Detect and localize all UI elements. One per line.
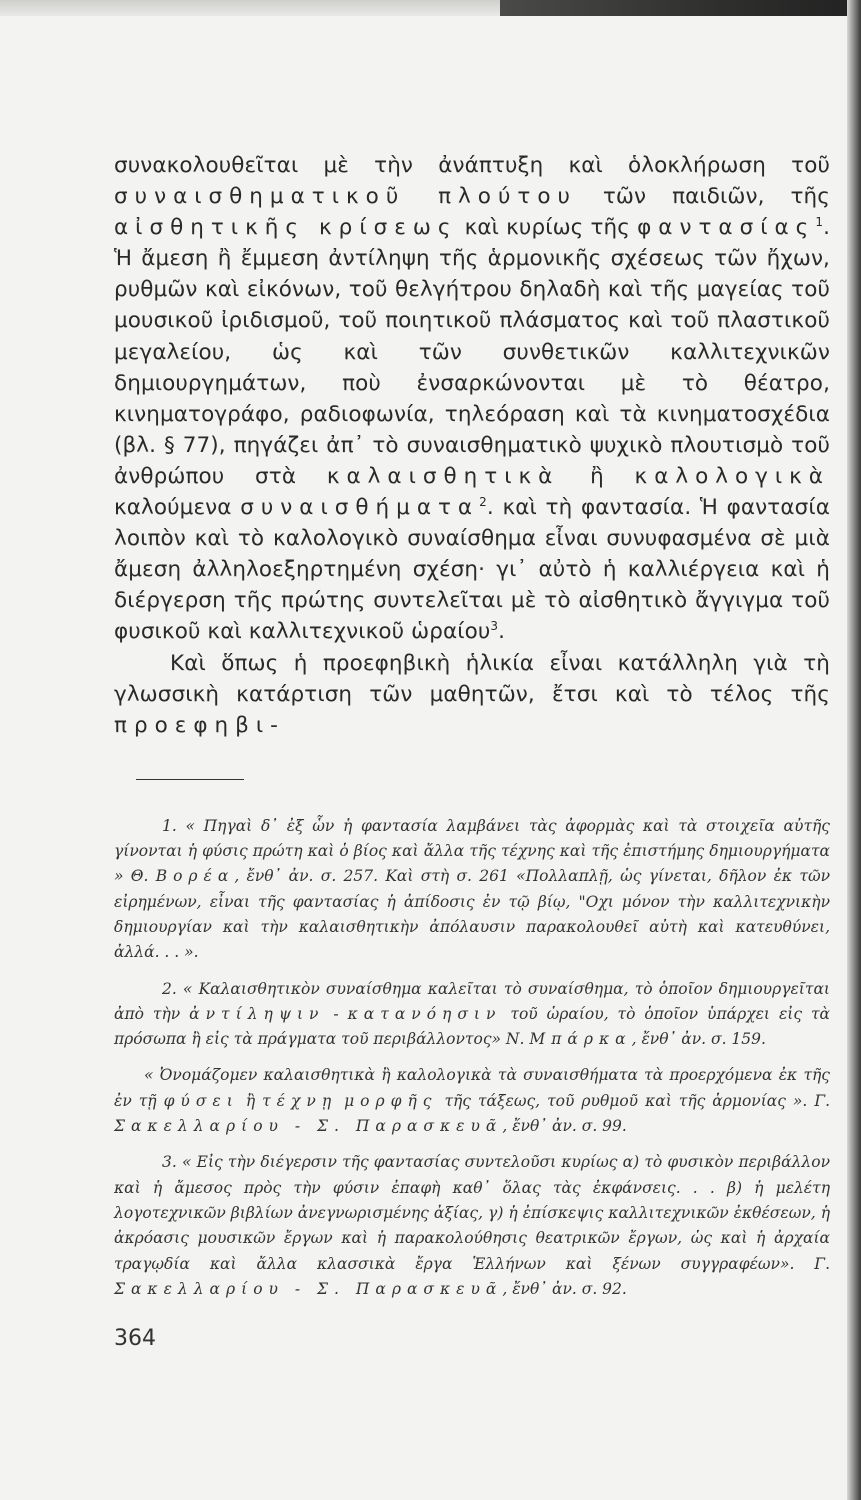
text-run: συνακολουθεῖται μὲ τὴν ἀνάπτυξη καὶ ὁλοκλήρωση τοῦ xyxy=(114,153,830,178)
footnote-3 xyxy=(114,1150,830,1302)
spaced-emphasis: μορφῆς xyxy=(344,1091,438,1110)
scan-edge-right xyxy=(847,0,861,1500)
footnote-2-quote xyxy=(114,1063,830,1139)
spaced-emphasis: τέχνῃ xyxy=(262,1091,338,1110)
text-run: , ἔνθ᾿ ἀν. σ. 92. xyxy=(502,1279,627,1298)
text-run: τῆς τάξεως, τοῦ ρυθμοῦ καὶ τῆς ἁρμονίας ». Γ. xyxy=(437,1091,831,1110)
text-run: , ἔνθ᾿ ἀν. σ. 257. Καὶ στὴ σ. 261 «Πολλαπλῇ, ὡς γίνεται, δῆλον ἐκ τῶν εἰρημένων, εἶναι τῆς φαντασίας ἡ ἀπίδοσις ἐν τῷ βίῳ, "Οχι μόνον τὴν καλλιτεχνικὴν δημιουργίαν καὶ τὴν καλαισθητικὴν ἀπόλαυσιν παρακολουθεῖ αὐτὴ καὶ κατευθύνει, ἀλλά. . . ». xyxy=(114,867,831,962)
footnote-marker: 2 xyxy=(479,495,487,510)
text-run: καλούμενα xyxy=(114,495,241,521)
spaced-emphasis: Μπάρκα xyxy=(529,1030,632,1049)
text-run: 1. « Πηγαὶ δ᾿ ἐξ ὧν ἡ φαντασία λαμβάνει τὰς ἀφορμὰς καὶ τὰ στοιχεῖα αὐτῆς γίνονται ἡ φύσις πρώτη καὶ ὁ βίος καὶ ἄλλα τῆς τέχνης καὶ τῆς ἐπιστήμης δημιουργήματα » Θ. xyxy=(114,816,830,886)
spaced-emphasis: καλολογικὰ xyxy=(634,463,830,489)
text-run: τῶν παιδιῶν, τῆς xyxy=(576,184,830,210)
text-run: τοῦ ὡραίου, τὸ ὁποῖον ὑπάρχει εἰς τὰ πρόσωπα ἢ εἰς τὰ πράγματα τοῦ περιβάλλοντος» Ν. xyxy=(114,1004,831,1049)
scan-edge-top xyxy=(0,0,861,16)
footnote-separator xyxy=(136,779,244,780)
footnote-2 xyxy=(114,977,830,1053)
text-run: ἢ xyxy=(238,1091,263,1110)
spaced-emphasis: φύσει xyxy=(163,1091,239,1110)
text-run: Καὶ ὅπως ἡ προεφηβικὴ ἡλικία εἶναι κατάλληλη γιὰ τὴ γλωσσικὴ κατάρτιση τῶν μαθητῶν, ἔτσι καὶ τὸ τέλος τῆς xyxy=(114,650,830,707)
spaced-emphasis: Βορέα xyxy=(155,867,235,886)
spaced-emphasis: αἰσθητικῆς κρίσεως xyxy=(114,215,458,241)
page-number: 364 xyxy=(114,1326,156,1351)
spaced-emphasis: Σακελλαρίου - Σ. Παρασκευᾶ xyxy=(114,1279,503,1298)
body-paragraph-2 xyxy=(114,648,830,741)
spaced-emphasis: ἀντίληψιν xyxy=(189,1004,325,1023)
text-run: . xyxy=(498,619,506,645)
spaced-emphasis: προεφηβι- xyxy=(114,712,285,738)
text-run: . καὶ τὴ φαντασία. Ἡ φαντασία λοιπὸν καὶ τὸ καλολογικὸ συναίσθημα εἶναι συνυφασμένα σὲ μιὰ ἄμεση ἀλληλοεξηρτημένη σχέση· γι᾿ αὐτὸ ἡ καλλιέργεια καὶ ἡ διέργερση τῆς πρώτης συντελεῖται μὲ τὸ αἰσθητικὸ ἄγγιγμα τοῦ φυσικοῦ καὶ καλλιτεχνικοῦ ὡραίου xyxy=(114,495,830,645)
text-run: « Ὀνομάζομεν καλαισθητικὰ ἢ καλολογικὰ τὰ συναισθήματα τὰ προερχόμενα ἐκ τῆς ἐν τῇ xyxy=(114,1066,830,1110)
spaced-emphasis: συναισθηματικοῦ πλούτου xyxy=(114,184,577,210)
book-page xyxy=(114,150,830,1313)
text-run: καὶ κυρίως τῆς xyxy=(457,215,638,241)
spaced-emphasis: Σακελλαρίου - Σ. Παρασκευᾶ xyxy=(114,1117,503,1136)
footnotes xyxy=(114,814,830,1302)
spaced-emphasis: καλαισθητικὰ xyxy=(326,463,560,489)
footnote-1 xyxy=(114,814,830,966)
spaced-emphasis: συναισθήματα xyxy=(240,495,480,521)
text-run: 3. « Εἰς τὴν διέγερσιν τῆς φαντασίας συντελοῦσι κυρίως α) τὸ φυσικὸν περιβάλλον καὶ ἡ ἄμεσος πρὸς τὴν φύσιν ἐπαφὴ καθ᾿ ὅλας τὰς ἐκφάνσεις. . . β) ἡ μελέτη λογοτεχνικῶν βιβλίων ἀνεγνωρισμένης ἀξίας, γ) ἡ ἐπίσκεψις καλλιτεχνικῶν ἐκθέσεων, ἡ ἀκρόασις μουσικῶν ἔργων καὶ ἡ παρακολούθησις θεατρικῶν ἔργων, ὡς καὶ ἡ ἀρχαία τραγῳδία καὶ ἄλλα κλασσικὰ ἔργα Ἑλλήνων καὶ ξένων συγγραφέων». Γ. xyxy=(114,1153,830,1273)
spaced-emphasis: κατανόησιν xyxy=(347,1004,502,1023)
scan-shadow xyxy=(500,0,861,16)
text-run: 2. « Καλαισθητικὸν συναίσθημα καλεῖται τὸ συναίσθημα, τὸ ὁποῖον δημιουργεῖται ἀπὸ τὴν xyxy=(114,979,830,1023)
text-run: , ἔνθ᾿ ἀν. σ. 99. xyxy=(502,1117,627,1136)
spaced-emphasis: φαντασίας xyxy=(637,215,816,241)
text-run: ἢ xyxy=(559,463,635,489)
text-run: - xyxy=(324,1004,348,1023)
text-run: . Ἡ ἄμεση ἢ ἔμμεση ἀντίληψη τῆς ἁρμονικῆς σχέσεως τῶν ἤχων, ρυθμῶν καὶ εἰκόνων, τοῦ θελγήτρου δηλαδὴ καὶ τῆς μαγείας τοῦ μουσικοῦ ἰριδισμοῦ, τοῦ ποιητικοῦ πλάσματος καὶ τοῦ πλαστικοῦ μεγαλείου, ὡς καὶ τῶν συνθετικῶν καλλιτεχνικῶν δημιουργημάτων, ποὺ ἐνσαρκώνονται μὲ τὸ θέατρο, κινηματογράφο, ραδιοφωνία, τηλεόραση καὶ τὰ κινηματοσχέδια (βλ. § 77), πηγάζει ἀπ᾿ τὸ συναισθηματικὸ ψυχικὸ πλουτισμὸ τοῦ ἀνθρώπου στὰ xyxy=(114,215,830,489)
text-run: , ἔνθ᾿ ἀν. σ. 159. xyxy=(631,1030,766,1049)
footnote-marker: 3 xyxy=(490,619,499,634)
footnote-marker: 1 xyxy=(815,215,824,230)
body-paragraph-1 xyxy=(114,150,830,648)
